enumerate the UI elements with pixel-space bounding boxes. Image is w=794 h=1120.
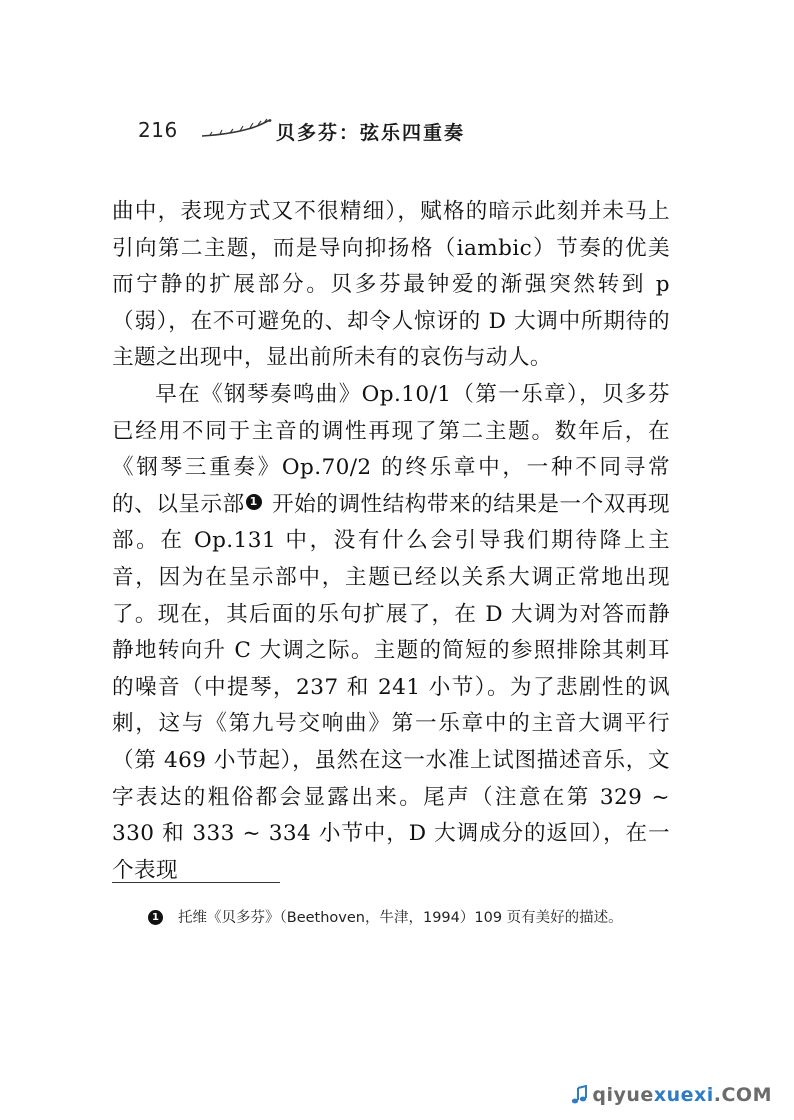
body-text <box>112 194 670 889</box>
watermark-suffix: .COM <box>713 1084 772 1106</box>
footnote-marker[interactable]: 1 <box>246 494 262 510</box>
page-number: 216 <box>138 118 178 142</box>
paragraph <box>112 194 670 377</box>
watermark-accent: xuexi <box>653 1084 714 1106</box>
flourish-ornament-icon <box>200 118 274 140</box>
site-watermark <box>570 1084 772 1106</box>
paragraph-text: 开始的调性结构带来的结果是一个双再现部。在 Op.131 中，没有什么会引导我们期待降上主音，因为在呈示部中，主题已经以关系大调正常地出现了。现在，其后面的乐句扩展了，在 D 大调为对答而静静地转向升 C 大调之际。主题的简短的参照排除其刺耳的噪音（中提琴，237 和 241 小节）。为了悲剧性的讽刺，这与《第九号交响曲》第一乐章中的主音大调平行（第 469 小节起），虽然在这一水准上试图描述音乐，文字表达的粗俗都会显露出来。尾声（注意在第 329 ~ 330 和 333 ~ 334 小节中，D 大调成分的返回），在一个表现 <box>112 491 670 883</box>
book-title: 贝多芬：弦乐四重奏 <box>276 122 466 144</box>
footnote-marker: 1 <box>148 910 163 925</box>
paragraph-text: 早在《钢琴奏鸣曲》Op.10/1（第一乐章），贝多芬已经用不同于主音的调性再现了第二主题。数年后，在《钢琴三重奏》Op.70/2 的终乐章中，一种不同寻常的、以呈示部 <box>112 381 670 517</box>
watermark-prefix: qiyue <box>592 1084 654 1106</box>
paragraph-text: 曲中，表现方式又不很精细），赋格的暗示此刻并未马上引向第二主题，而是导向抑扬格（iambic）节奏的优美而宁静的扩展部分。贝多芬最钟爱的渐强突然转到 p（弱），在不可避免的、却令人惊讶的 D 大调中所期待的主题之出现中，显出前所未有的哀伤与动人。 <box>112 199 670 371</box>
music-note-icon <box>570 1085 590 1105</box>
footnote <box>148 906 670 930</box>
footnote-divider <box>112 882 280 883</box>
running-header <box>138 112 658 146</box>
paragraph <box>112 377 670 889</box>
footnote-text: 托维《贝多芬》（Beethoven，牛津，1994）109 页有美好的描述。 <box>178 910 623 926</box>
